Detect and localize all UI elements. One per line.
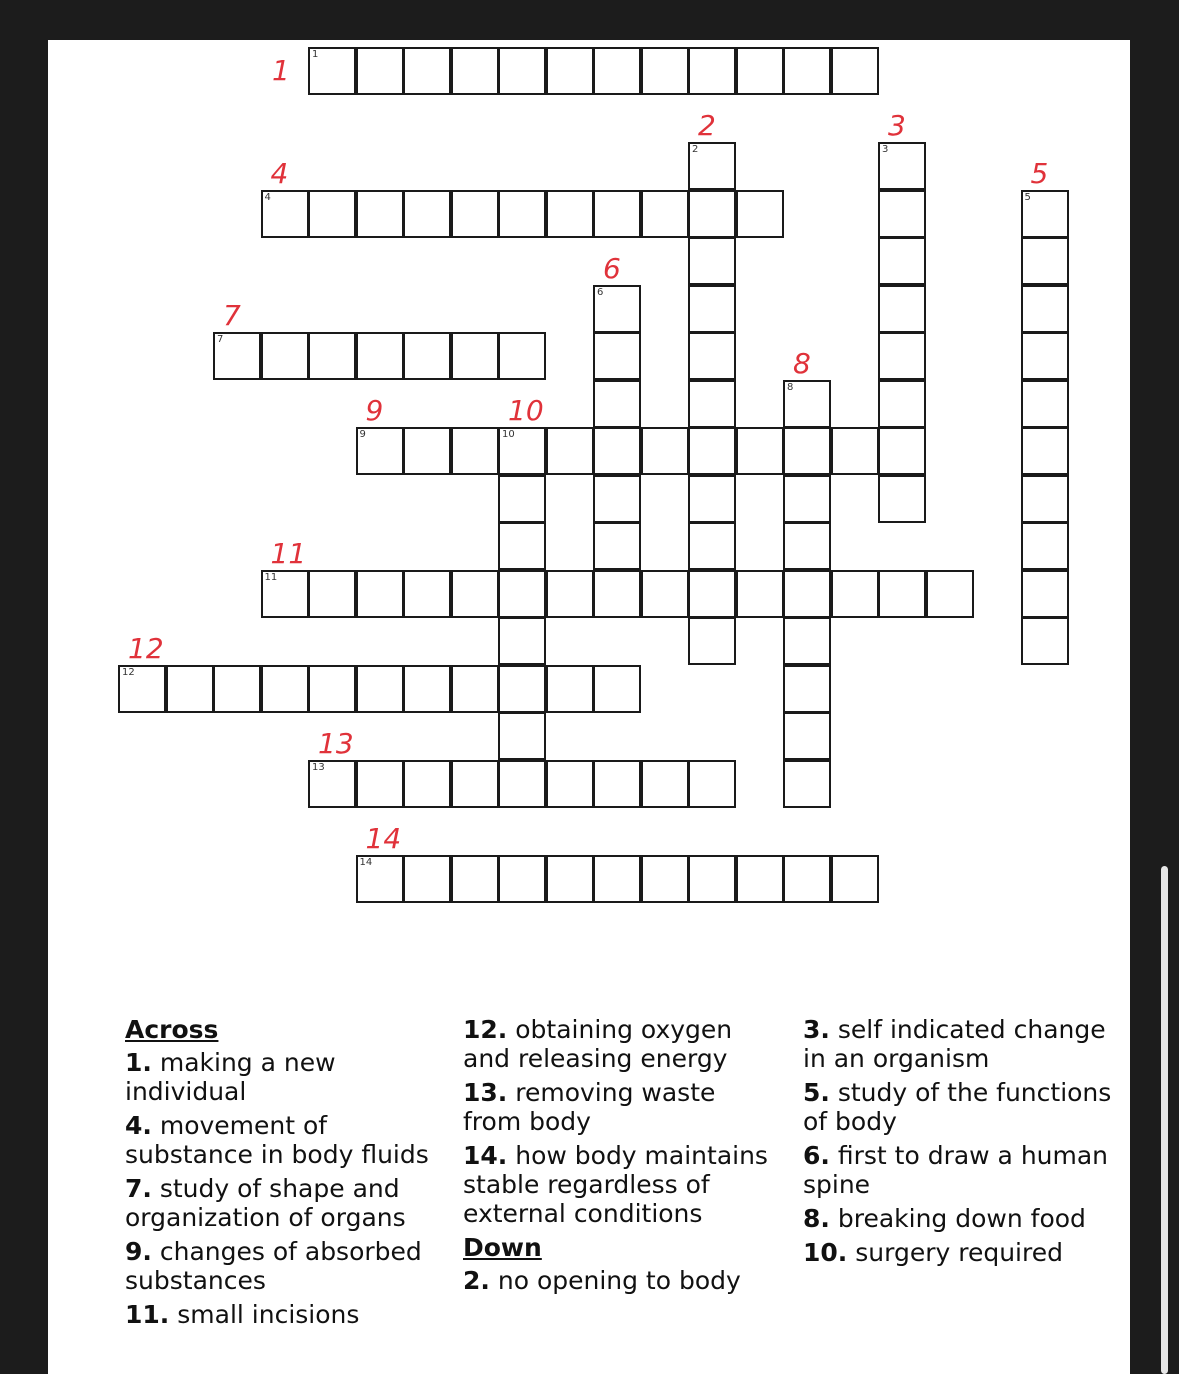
crossword-cell[interactable] <box>356 665 404 713</box>
crossword-cell[interactable] <box>878 285 926 333</box>
crossword-cell[interactable] <box>783 712 831 760</box>
crossword-cell[interactable] <box>593 665 641 713</box>
clues-column-1 <box>125 1015 455 1334</box>
crossword-cell[interactable] <box>783 475 831 523</box>
clue-number: 9. <box>125 1237 152 1266</box>
crossword-cell[interactable] <box>498 855 546 903</box>
handwritten-number: 13 <box>318 726 354 760</box>
crossword-cell[interactable] <box>688 285 736 333</box>
crossword-cell[interactable] <box>831 427 879 475</box>
crossword-cell[interactable] <box>688 190 736 238</box>
crossword-cell[interactable] <box>1021 617 1069 665</box>
clue-item <box>125 1111 455 1169</box>
cell-number: 2 <box>692 144 699 155</box>
clue-number: 1. <box>125 1048 152 1077</box>
crossword-cell[interactable] <box>736 47 784 95</box>
crossword-cell[interactable] <box>213 665 261 713</box>
crossword-cell[interactable] <box>688 570 736 618</box>
handwritten-number: 4 <box>270 156 289 190</box>
crossword-cell[interactable] <box>546 665 594 713</box>
crossword-cell[interactable] <box>261 570 309 618</box>
clue-text: changes of absorbed substances <box>125 1237 422 1295</box>
crossword-cell[interactable] <box>546 855 594 903</box>
crossword-cell[interactable] <box>878 570 926 618</box>
clue-text: self indicated change in an organism <box>803 1015 1106 1073</box>
crossword-cell[interactable] <box>498 332 546 380</box>
clue-text: surgery required <box>847 1238 1063 1267</box>
crossword-cell[interactable] <box>403 665 451 713</box>
clue-item <box>803 1238 1113 1267</box>
crossword-cell[interactable] <box>308 570 356 618</box>
cell-number: 10 <box>502 429 515 440</box>
crossword-cell[interactable] <box>498 760 546 808</box>
crossword-cell[interactable] <box>1021 190 1069 238</box>
crossword-cell[interactable] <box>498 475 546 523</box>
clue-text: how body maintains stable regardless of external conditions <box>463 1141 768 1228</box>
cell-number: 5 <box>1024 191 1031 203</box>
crossword-cell[interactable] <box>926 570 974 618</box>
crossword-cell[interactable] <box>831 47 879 95</box>
crossword-cell[interactable] <box>356 332 404 380</box>
handwritten-number: 2 <box>698 109 716 142</box>
crossword-cell[interactable] <box>403 760 451 808</box>
crossword-cell[interactable] <box>878 332 926 380</box>
clue-text: obtaining oxygen and releasing energy <box>463 1015 733 1073</box>
clue-item <box>803 1078 1113 1136</box>
clue-text: making a new individual <box>125 1048 336 1106</box>
handwritten-number: 11 <box>270 536 307 570</box>
clue-number: 6. <box>803 1141 830 1170</box>
crossword-cell[interactable] <box>593 332 641 380</box>
clue-number: 5. <box>803 1078 830 1107</box>
crossword-cell[interactable] <box>1021 380 1069 428</box>
clue-item <box>463 1015 768 1073</box>
clue-item <box>803 1141 1113 1199</box>
clue-item <box>803 1204 1113 1233</box>
clue-number: 2. <box>463 1266 490 1295</box>
cell-number: 3 <box>882 144 889 155</box>
crossword-cell[interactable] <box>688 617 736 665</box>
crossword-cell[interactable] <box>498 665 546 713</box>
crossword-cell[interactable] <box>783 855 831 903</box>
crossword-cell[interactable] <box>356 760 404 808</box>
handwritten-number: 5 <box>1030 156 1049 190</box>
cell-number: 13 <box>312 761 325 773</box>
crossword-cell[interactable] <box>403 47 451 95</box>
crossword-cell[interactable] <box>356 570 404 618</box>
clue-number: 4. <box>125 1111 152 1140</box>
crossword-cell[interactable] <box>688 47 736 95</box>
crossword-cell[interactable] <box>356 855 404 903</box>
crossword-cell[interactable] <box>261 190 309 238</box>
crossword-cell[interactable] <box>1021 237 1069 285</box>
cell-number: 1 <box>312 49 319 60</box>
crossword-cell[interactable] <box>593 427 641 475</box>
crossword-cell[interactable] <box>308 190 356 238</box>
clue-number: 8. <box>803 1204 830 1233</box>
crossword-cell[interactable] <box>166 665 214 713</box>
handwritten-number: 14 <box>365 821 402 855</box>
crossword-cell[interactable] <box>213 332 261 380</box>
crossword-cell[interactable] <box>736 190 784 238</box>
handwritten-number: 10 <box>508 394 544 427</box>
clue-item <box>463 1266 768 1295</box>
cell-number: 4 <box>264 191 271 203</box>
clue-number: 13. <box>463 1078 508 1107</box>
crossword-cell[interactable] <box>356 47 404 95</box>
clue-text: no opening to body <box>489 1266 741 1295</box>
crossword-cell[interactable] <box>403 427 451 475</box>
crossword-cell[interactable] <box>1021 475 1069 523</box>
crossword-cell[interactable] <box>403 332 451 380</box>
crossword-cell[interactable] <box>451 427 499 475</box>
cell-number: 6 <box>597 286 604 298</box>
crossword-cell[interactable] <box>783 427 831 475</box>
handwritten-number: 1 <box>272 54 290 87</box>
crossword-cell[interactable] <box>831 855 879 903</box>
crossword-cell[interactable] <box>403 855 451 903</box>
crossword-cell[interactable] <box>498 617 546 665</box>
crossword-cell[interactable] <box>498 190 546 238</box>
crossword-cell[interactable] <box>593 190 641 238</box>
crossword-cell[interactable] <box>498 570 546 618</box>
crossword-cell[interactable] <box>308 760 356 808</box>
across-heading: Across <box>125 1015 219 1044</box>
handwritten-number: 12 <box>128 631 164 665</box>
crossword-cell[interactable] <box>688 427 736 475</box>
crossword-cell[interactable] <box>593 855 641 903</box>
crossword-cell[interactable] <box>641 760 689 808</box>
clue-text: movement of substance in body fluids <box>125 1111 429 1169</box>
crossword-cell[interactable] <box>546 427 594 475</box>
crossword-cell[interactable] <box>451 665 499 713</box>
scrollbar[interactable] <box>1161 866 1168 1374</box>
crossword-cell[interactable] <box>546 47 594 95</box>
crossword-cell[interactable] <box>736 427 784 475</box>
crossword-cell[interactable] <box>688 855 736 903</box>
crossword-cell[interactable] <box>308 47 356 95</box>
clue-item <box>125 1048 455 1106</box>
crossword-cell[interactable] <box>451 190 499 238</box>
crossword-cell[interactable] <box>1021 427 1069 475</box>
cell-number: 9 <box>359 429 366 440</box>
crossword-cell[interactable] <box>1021 522 1069 570</box>
clue-text: breaking down food <box>829 1204 1086 1233</box>
crossword-cell[interactable] <box>593 380 641 428</box>
crossword-cell[interactable] <box>593 475 641 523</box>
cell-number: 14 <box>359 856 373 868</box>
clue-number: 3. <box>803 1015 830 1044</box>
crossword-cell[interactable] <box>593 760 641 808</box>
clue-number: 10. <box>803 1238 848 1267</box>
crossword-cell[interactable] <box>498 712 546 760</box>
crossword-cell[interactable] <box>878 427 926 475</box>
crossword-cell[interactable] <box>688 475 736 523</box>
crossword-cell[interactable] <box>451 47 499 95</box>
crossword-cell[interactable] <box>261 332 309 380</box>
crossword-cell[interactable] <box>451 855 499 903</box>
crossword-cell[interactable] <box>593 570 641 618</box>
crossword-cell[interactable] <box>118 665 166 713</box>
crossword-cell[interactable] <box>736 855 784 903</box>
crossword-cell[interactable] <box>498 47 546 95</box>
crossword-cell[interactable] <box>641 427 689 475</box>
clues-column-3 <box>803 1015 1113 1272</box>
crossword-cell[interactable] <box>688 380 736 428</box>
crossword-cell[interactable] <box>403 190 451 238</box>
clue-text: study of shape and organization of organs <box>125 1174 406 1232</box>
crossword-cell[interactable] <box>451 760 499 808</box>
crossword-cell[interactable] <box>878 380 926 428</box>
crossword-cell[interactable] <box>688 332 736 380</box>
crossword-cell[interactable] <box>688 522 736 570</box>
crossword-cell[interactable] <box>783 380 831 428</box>
crossword-cell[interactable] <box>593 522 641 570</box>
crossword-cell[interactable] <box>1021 570 1069 618</box>
crossword-cell[interactable] <box>308 332 356 380</box>
clue-item <box>125 1174 455 1232</box>
crossword-cell[interactable] <box>783 47 831 95</box>
crossword-cell[interactable] <box>261 665 309 713</box>
crossword-cell[interactable] <box>878 237 926 285</box>
crossword-cell[interactable] <box>736 570 784 618</box>
crossword-cell[interactable] <box>1021 285 1069 333</box>
crossword-cell[interactable] <box>878 475 926 523</box>
cell-number: 8 <box>787 381 794 393</box>
clue-text: first to draw a human spine <box>803 1141 1109 1199</box>
crossword-cell[interactable] <box>1021 332 1069 380</box>
crossword-cell[interactable] <box>783 570 831 618</box>
clue-number: 7. <box>125 1174 152 1203</box>
crossword-cell[interactable] <box>498 522 546 570</box>
crossword-cell[interactable] <box>641 570 689 618</box>
clue-number: 14. <box>463 1141 508 1170</box>
crossword-cell[interactable] <box>878 142 926 190</box>
handwritten-number: 9 <box>365 394 384 427</box>
clue-item <box>463 1141 768 1228</box>
crossword-cell[interactable] <box>783 522 831 570</box>
crossword-cell[interactable] <box>356 427 404 475</box>
handwritten-number: 7 <box>223 299 241 332</box>
crossword-cell[interactable] <box>783 665 831 713</box>
handwritten-number: 8 <box>793 346 811 380</box>
crossword-cell[interactable] <box>641 47 689 95</box>
handwritten-number: 6 <box>603 251 621 285</box>
clue-text: small incisions <box>169 1300 360 1329</box>
clue-item <box>125 1300 455 1329</box>
clue-item <box>803 1015 1113 1073</box>
crossword-cell[interactable] <box>783 760 831 808</box>
crossword-cell[interactable] <box>641 855 689 903</box>
crossword-cell[interactable] <box>593 47 641 95</box>
cell-number: 11 <box>264 571 278 583</box>
crossword-cell[interactable] <box>641 190 689 238</box>
crossword-cell[interactable] <box>308 665 356 713</box>
clues-column-2 <box>463 1015 768 1300</box>
clue-text: study of the functions of body <box>803 1078 1112 1136</box>
crossword-cell[interactable] <box>498 427 546 475</box>
cell-number: 12 <box>122 666 135 678</box>
crossword-cell[interactable] <box>878 190 926 238</box>
crossword-cell[interactable] <box>688 237 736 285</box>
crossword-cell[interactable] <box>546 760 594 808</box>
clue-number: 12. <box>463 1015 508 1044</box>
cell-number: 7 <box>217 334 224 345</box>
clue-number: 11. <box>125 1300 170 1329</box>
crossword-cell[interactable] <box>546 190 594 238</box>
down-heading: Down <box>463 1233 542 1262</box>
crossword-cell[interactable] <box>783 617 831 665</box>
crossword-cell[interactable] <box>451 332 499 380</box>
crossword-cell[interactable] <box>688 760 736 808</box>
crossword-cell[interactable] <box>831 570 879 618</box>
crossword-cell[interactable] <box>593 285 641 333</box>
clue-text: removing waste from body <box>463 1078 716 1136</box>
crossword-cell[interactable] <box>546 570 594 618</box>
crossword-cell[interactable] <box>403 570 451 618</box>
crossword-cell[interactable] <box>356 190 404 238</box>
crossword-cell[interactable] <box>688 142 736 190</box>
handwritten-number: 3 <box>888 109 906 142</box>
clue-item <box>125 1237 455 1295</box>
clue-item <box>463 1078 768 1136</box>
crossword-cell[interactable] <box>451 570 499 618</box>
